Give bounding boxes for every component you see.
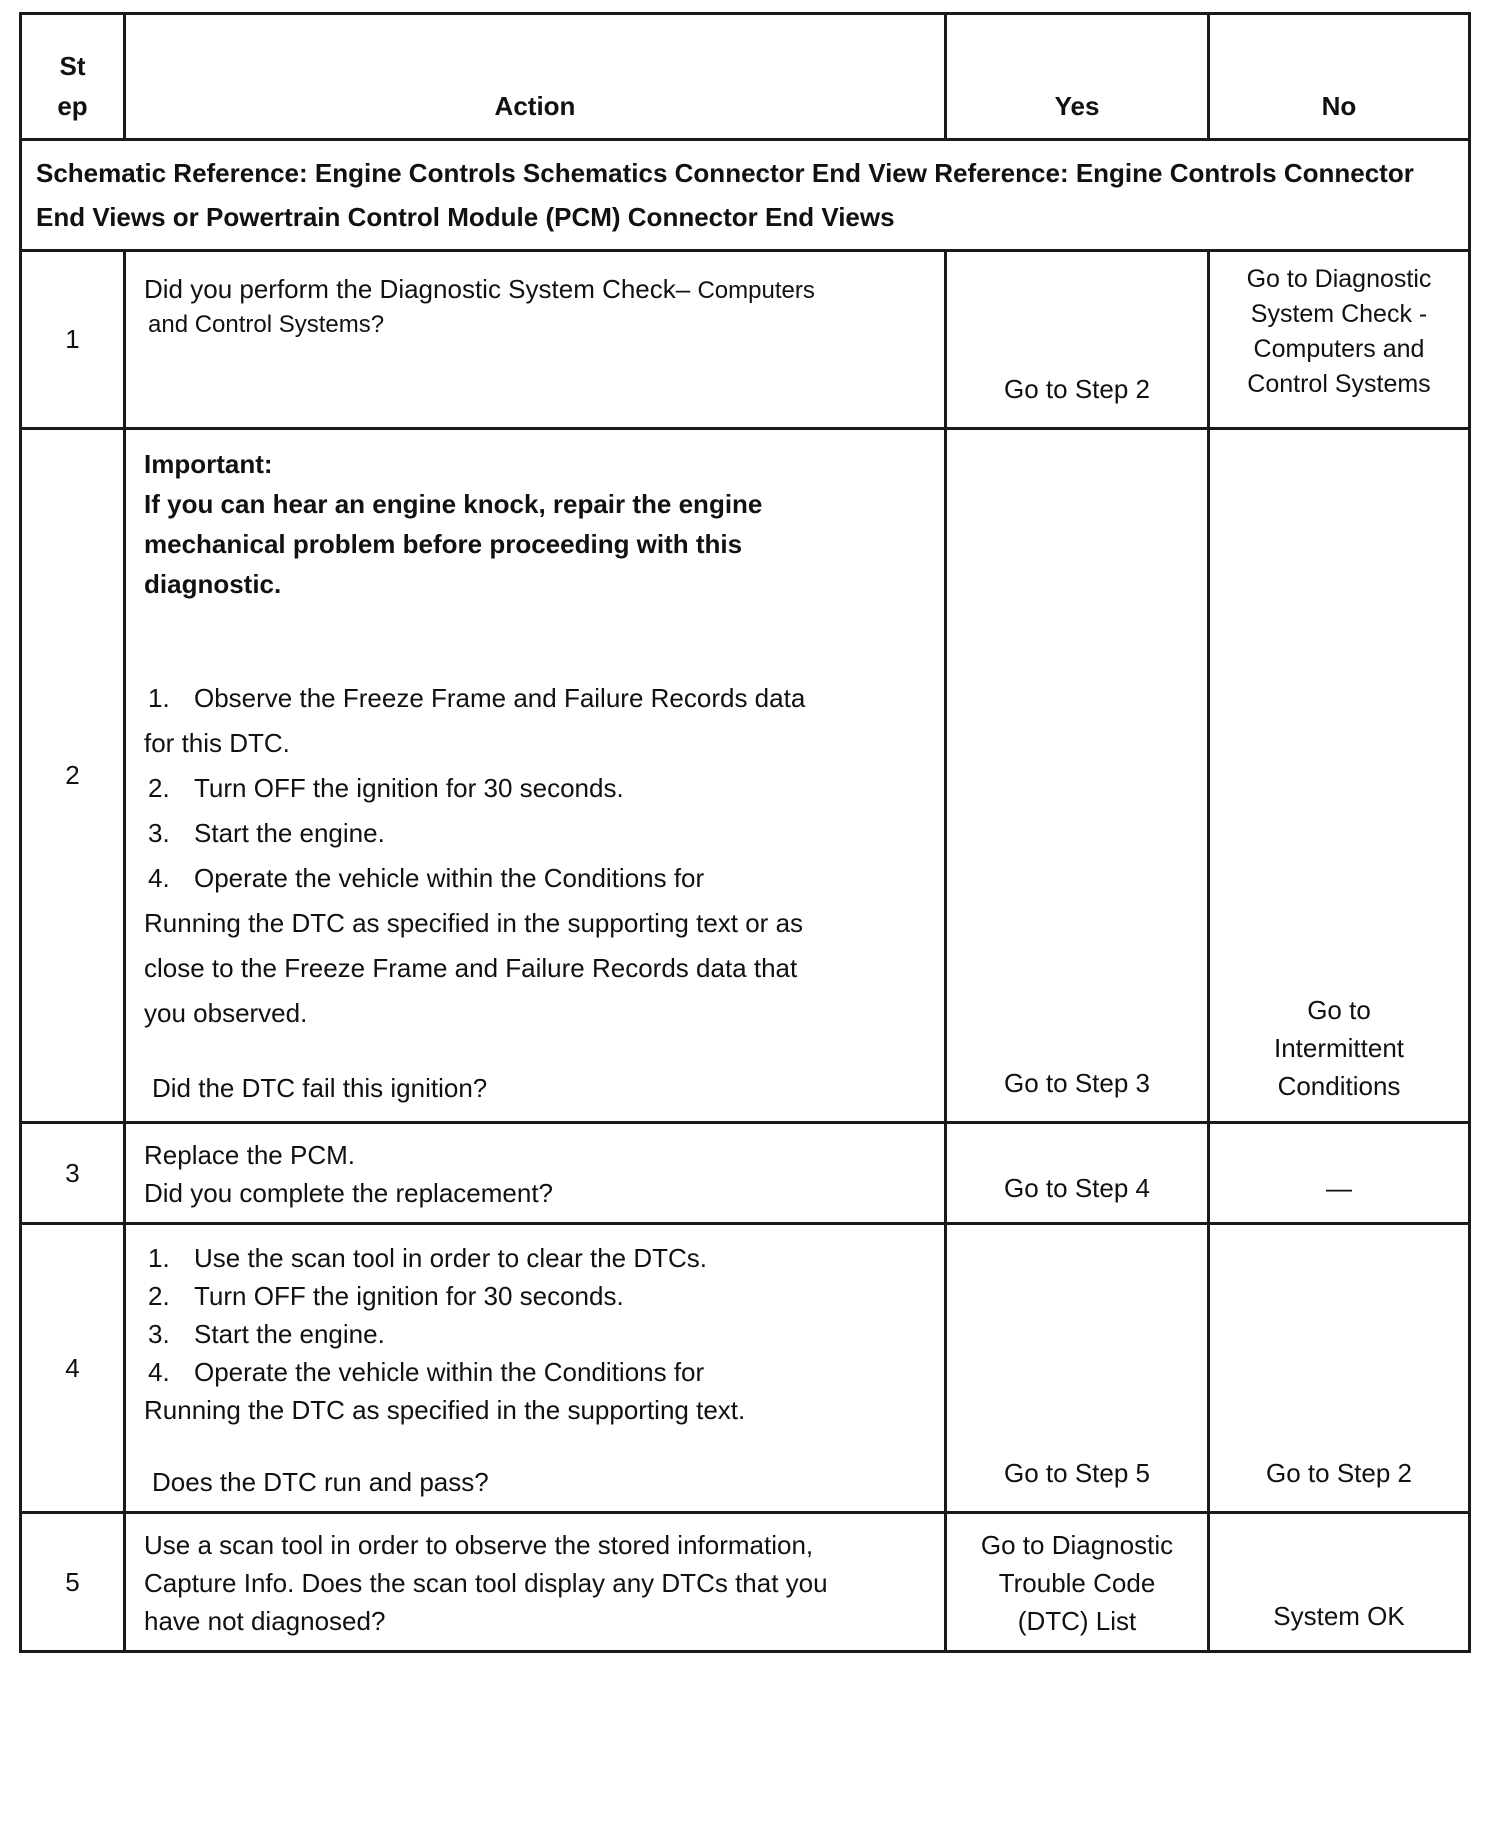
- yes-cell: Go to Step 4: [946, 1123, 1209, 1224]
- step-column-header: St ep: [21, 14, 125, 140]
- no-cell: Go to Intermittent Conditions: [1209, 429, 1470, 1123]
- step-question: Did the DTC fail this ignition?: [152, 1073, 488, 1103]
- list-item: 2. Turn OFF the ignition for 30 seconds.: [148, 773, 624, 803]
- table-row: [21, 1513, 1470, 1652]
- yes-column-header: Yes: [946, 14, 1209, 140]
- list-item: 2. Turn OFF the ignition for 30 seconds.: [148, 1281, 624, 1311]
- procedure-list: [144, 1239, 926, 1429]
- table-row: [21, 251, 1470, 429]
- yes-cell: Go to Diagnostic Trouble Code (DTC) List: [946, 1513, 1209, 1652]
- action-cell: Did you perform the Diagnostic System Check– Computers and Control Systems?: [125, 251, 946, 429]
- diagnostic-table-page: [19, 12, 1468, 1653]
- list-item: 4. Operate the vehicle within the Conditions for Running the DTC as specified in the supporting text.: [144, 1357, 746, 1425]
- action-cell: Replace the PCM. Did you complete the replacement?: [125, 1123, 946, 1224]
- table-row: [21, 429, 1470, 1123]
- action-cell: Use a scan tool in order to observe the stored information, Capture Info. Does the scan tool display any DTCs that you have not diagnosed?: [125, 1513, 946, 1652]
- step-number: 3: [21, 1123, 125, 1224]
- reference-row: [21, 140, 1470, 251]
- diagnostic-table: [19, 12, 1471, 1653]
- no-cell: —: [1209, 1123, 1470, 1224]
- no-cell: Go to Diagnostic System Check - Computers and Control Systems: [1209, 251, 1470, 429]
- header-row: [21, 14, 1470, 140]
- list-item: 3. Start the engine.: [148, 1319, 385, 1349]
- list-item: 4. Operate the vehicle within the Conditions for Running the DTC as specified in the supporting text or as close to the Freeze Frame and Failure Records data that you observed.: [144, 863, 804, 1028]
- list-item: 1. Observe the Freeze Frame and Failure Records data for this DTC.: [144, 683, 806, 758]
- step-question: Does the DTC run and pass?: [152, 1467, 489, 1497]
- action-column-header: Action: [125, 14, 946, 140]
- yes-cell: Go to Step 5: [946, 1224, 1209, 1513]
- important-label: Important:: [144, 449, 273, 479]
- schematic-reference: Schematic Reference: Engine Controls Schematics Connector End View Reference: Engine Controls Connector End Views or Powertrain Control Module (PCM) Connector End Views: [21, 140, 1470, 251]
- action-cell: [125, 1224, 946, 1513]
- step-number: 4: [21, 1224, 125, 1513]
- list-item: 3. Start the engine.: [148, 818, 385, 848]
- step-number: 1: [21, 251, 125, 429]
- no-column-header: No: [1209, 14, 1470, 140]
- yes-cell: Go to Step 3: [946, 429, 1209, 1123]
- no-cell: Go to Step 2: [1209, 1224, 1470, 1513]
- procedure-list: [144, 676, 926, 1036]
- table-row: [21, 1123, 1470, 1224]
- step-number: 2: [21, 429, 125, 1123]
- list-item: 1. Use the scan tool in order to clear the DTCs.: [148, 1243, 708, 1273]
- yes-cell: Go to Step 2: [946, 251, 1209, 429]
- no-cell: System OK: [1209, 1513, 1470, 1652]
- action-cell: [125, 429, 946, 1123]
- table-row: [21, 1224, 1470, 1513]
- important-note: Important: If you can hear an engine knock, repair the engine mechanical problem before proceeding with this diagnostic.: [144, 444, 926, 604]
- step-number: 5: [21, 1513, 125, 1652]
